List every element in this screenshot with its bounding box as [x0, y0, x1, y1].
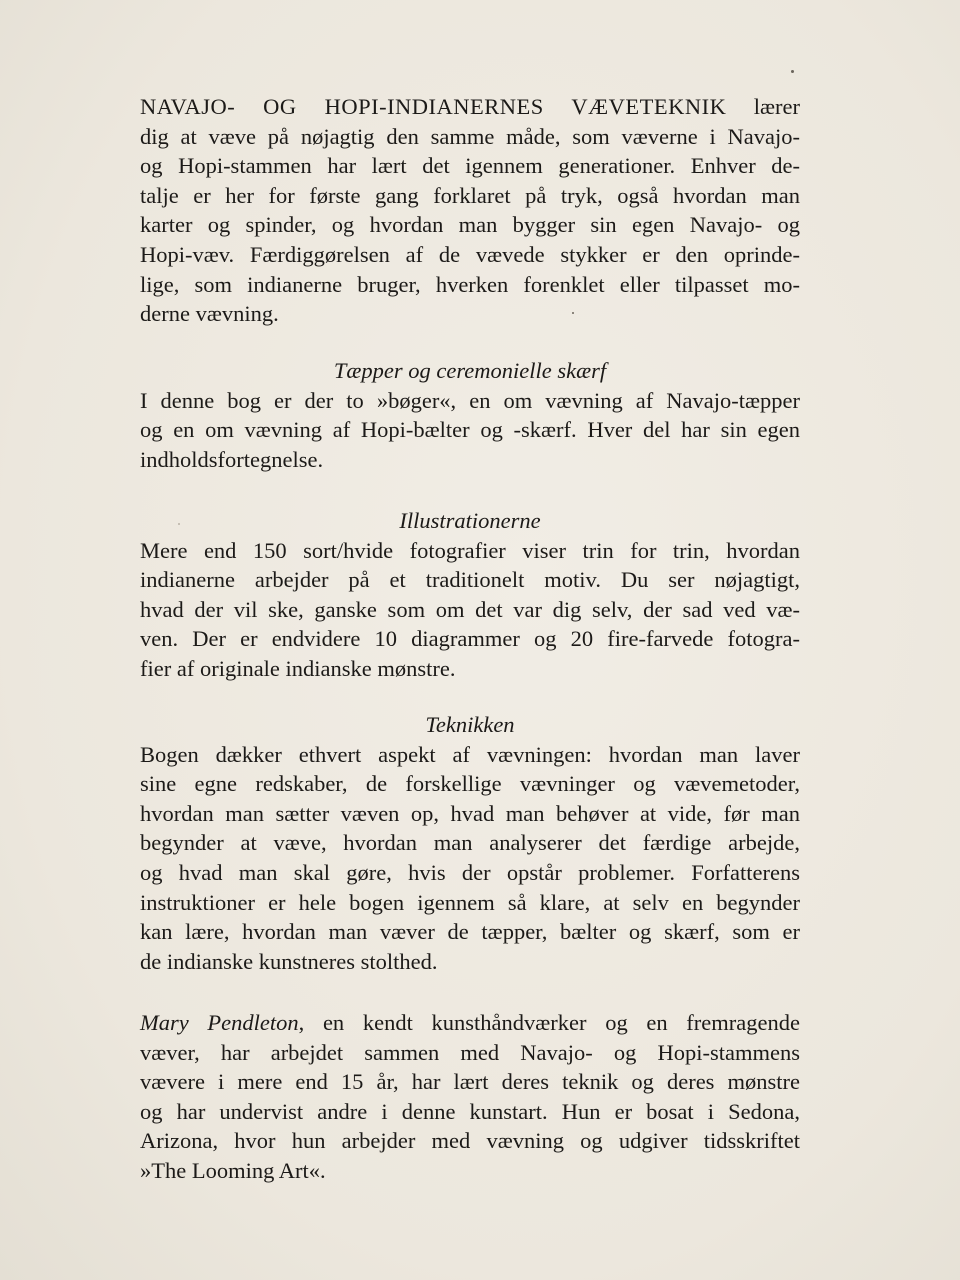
section-line: indianerne arbejder på et traditionelt motiv. Du ser nøjagtigt, — [140, 567, 800, 593]
intro-line: talje er her for første gang forklaret på tryk, også hvordan man — [140, 182, 800, 208]
paper-speck — [178, 523, 180, 525]
section-line: Bogen dækker ethvert aspekt af vævningen: hvordan man laver — [140, 741, 800, 767]
intro-line: dig at væve på nøjagtig den samme måde, som væverne i Navajo- — [140, 123, 800, 149]
intro-line: derne vævning. — [140, 301, 279, 327]
intro-lead-caps: NAVAJO- OG HOPI-INDIANERNES VÆVETEKNIK — [140, 94, 727, 119]
section-line: kan lære, hvordan man væver de tæpper, bælter og skærf, som er — [140, 919, 800, 945]
section-line: ven. Der er endvidere 10 diagrammer og 20 fire-farvede fotogra- — [140, 626, 800, 652]
section-illustrationerne — [140, 506, 800, 684]
author-first-line-rest: , en kendt kunsthåndværker og en fremragende — [298, 1010, 800, 1035]
section-tapper — [140, 356, 800, 474]
section-line: fier af originale indianske mønstre. — [140, 655, 456, 681]
section-line: og hvad man skal gøre, hvis der opstår problemer. Forfatterens — [140, 859, 800, 885]
author-line: Arizona, hvor hun arbejder med vævning og udgiver tidsskriftet — [140, 1128, 800, 1154]
intro-line: lige, som indianerne bruger, hverken forenklet eller tilpasset mo- — [140, 271, 800, 297]
section-heading: Tæpper og ceremonielle skærf — [333, 358, 607, 383]
section-heading: Illustrationerne — [399, 508, 541, 533]
intro-paragraph — [140, 92, 800, 329]
author-line: og har undervist andre i denne kunstart. Hun er bosat i Sedona, — [140, 1098, 800, 1124]
section-line: de indianske kunstneres stolthed. — [140, 948, 438, 974]
intro-line: og Hopi-stammen har lært det igennem generationer. Enhver de- — [140, 153, 800, 179]
section-line: Mere end 150 sort/hvide fotografier viser trin for trin, hvordan — [140, 537, 800, 563]
section-heading: Teknikken — [425, 712, 515, 737]
intro-line: karter og spinder, og hvordan man bygger sin egen Navajo- og — [140, 212, 800, 238]
author-first-line — [140, 1008, 800, 1038]
author-line: væver, har arbejdet sammen med Navajo- og Hopi-stammens — [140, 1039, 800, 1065]
section-line: og en om vævning af Hopi-bælter og -skærf. Hver del har sin egen — [140, 417, 800, 443]
paper-speck — [791, 70, 794, 73]
author-name: Mary Pendleton — [140, 1010, 299, 1035]
section-line: instruktioner er hele bogen igennem så klare, at selv en begynder — [140, 889, 800, 915]
section-line: I denne bog er der to »bøger«, en om vævning af Navajo-tæpper — [140, 387, 800, 413]
author-paragraph — [140, 1008, 800, 1186]
intro-lead-rest: lærer — [726, 94, 800, 119]
section-line: hvad der vil ske, ganske som om det var dig selv, der sad ved væ- — [140, 596, 800, 622]
section-line: indholdsfortegnelse. — [140, 446, 324, 472]
author-line: vævere i mere end 15 år, har lært deres teknik og deres mønstre — [140, 1069, 800, 1095]
intro-line: Hopi-væv. Færdiggørelsen af de vævede stykker er den oprinde- — [140, 241, 800, 267]
section-line: begynder at væve, hvordan man analyserer det færdige arbejde, — [140, 830, 800, 856]
section-line: hvordan man sætter væven op, hvad man behøver at vide, før man — [140, 800, 800, 826]
intro-first-line — [140, 92, 800, 122]
section-line: sine egne redskaber, de forskellige vævninger og vævemetoder, — [140, 771, 800, 797]
section-teknikken — [140, 710, 800, 976]
paper-speck — [572, 312, 574, 314]
author-line: »The Looming Art«. — [140, 1157, 326, 1183]
